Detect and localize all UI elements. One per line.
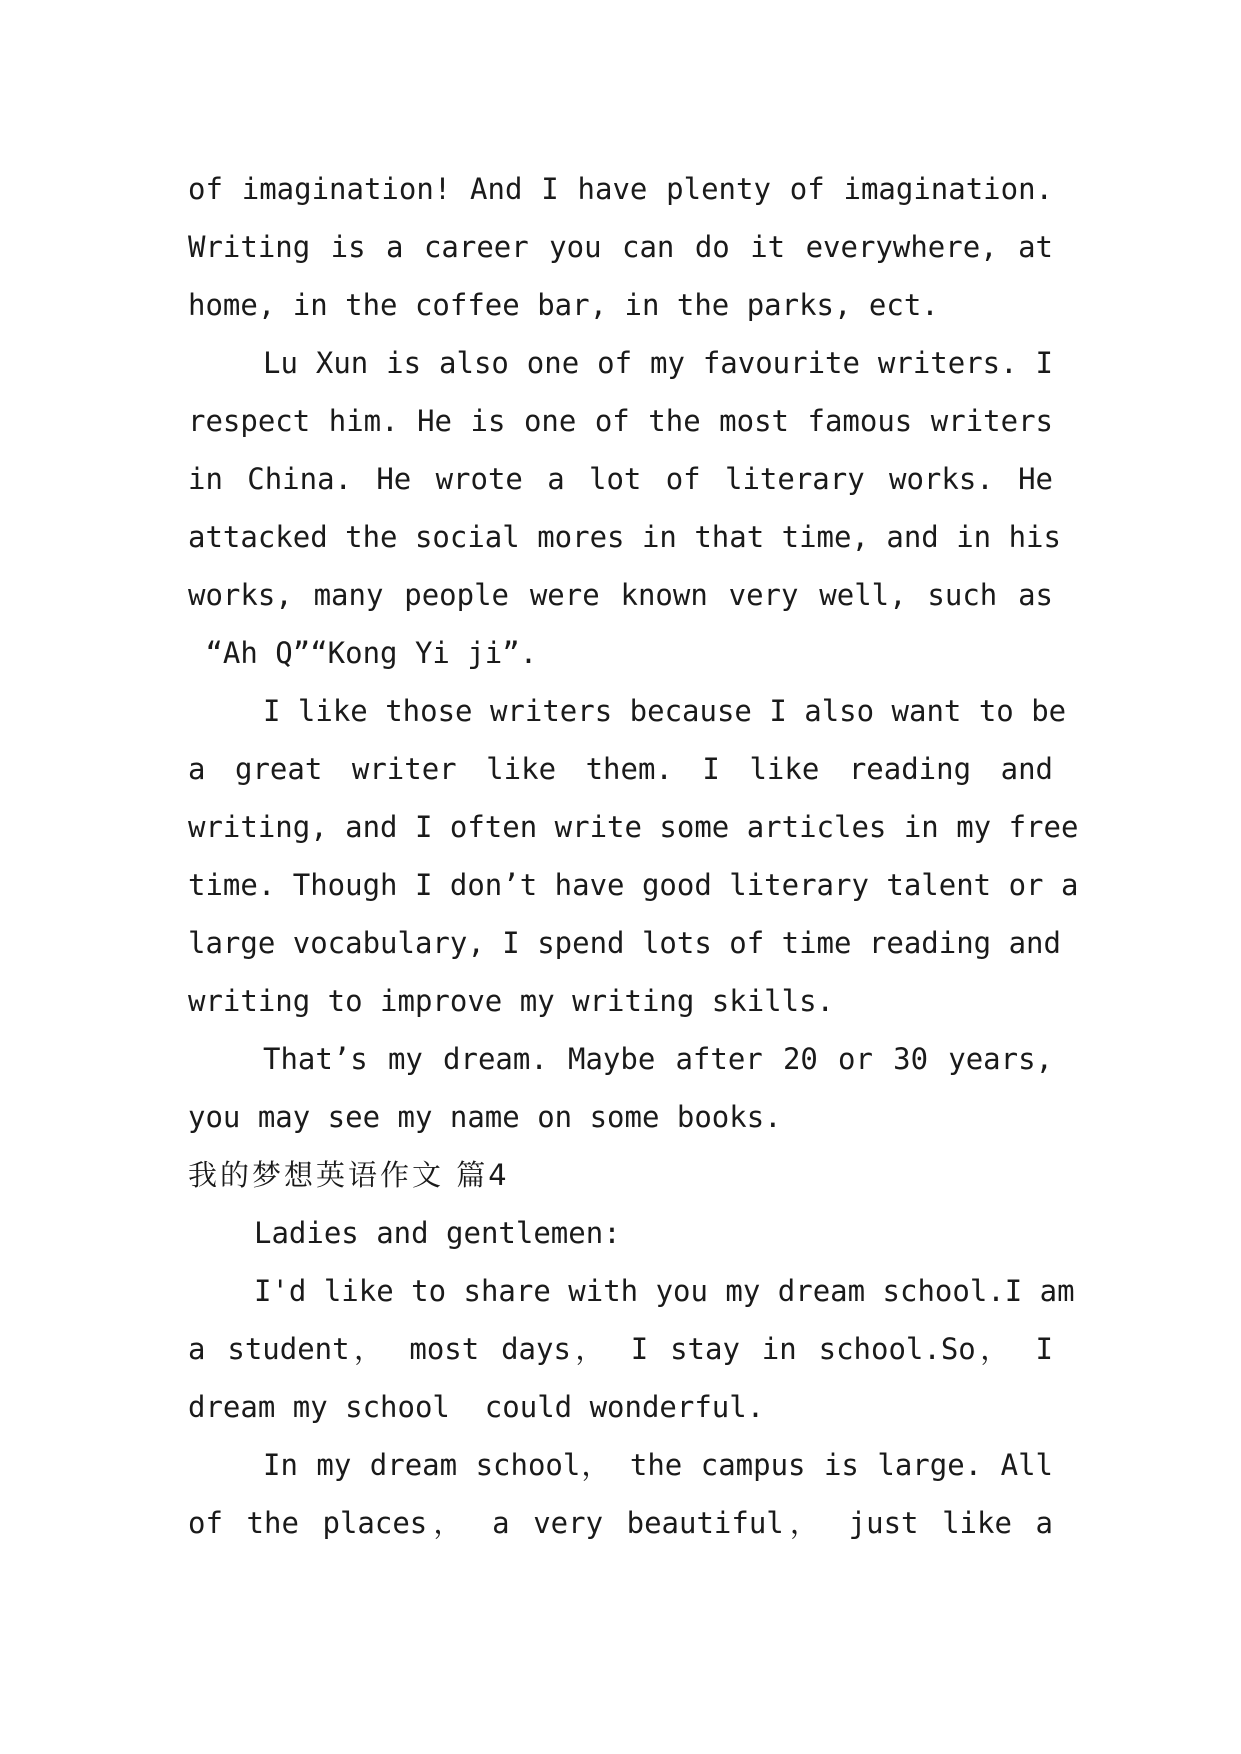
text-line: That’s my dream. Maybe after 20 or 30 years, [263,1042,1053,1076]
text-line: writing, and I often write some articles in my free [188,810,1079,844]
text-line: dream my school could wonderful. [188,1390,765,1424]
text-line: a great writer like them. I like reading and [188,752,1053,786]
text-line: respect him. He is one of the most famous writers [188,404,1053,438]
text-line: Lu Xun is also one of my favourite writers. I [263,346,1053,380]
text-line: of imagination! And I have plenty of imagination. [188,172,1053,206]
text-line: in China. He wrote a lot of literary works. He [188,462,1053,496]
text-line: Writing is a career you can do it everywhere, at [188,230,1053,264]
text-line: works, many people were known very well, such as [188,578,1053,612]
text-line: “Ah Q”“Kong Yi ji”. [188,636,538,670]
document-page [188,160,1079,1552]
text-line: I'd like to share with you my dream school.I am [254,1274,1075,1308]
text-line: home, in the coffee bar, in the parks, ect. [188,288,939,322]
text-line: I like those writers because I also want to be [263,694,1067,728]
text-line: time. Though I don’t have good literary talent or a [188,868,1079,902]
text-line: of the places， a very beautiful， just like a [188,1506,1053,1540]
paragraph-imagination [188,160,1053,334]
text-line: attacked the social mores in that time, and in his [188,520,1061,554]
paragraph-dream-school [188,1262,1075,1436]
text-line: In my dream school， the campus is large. All [263,1448,1053,1482]
paragraph-lu-xun [188,334,1061,682]
section-heading: 我的梦想英语作文 篇4 [188,1158,510,1192]
paragraph-campus [188,1436,1053,1552]
paragraph-dream [188,1030,1053,1146]
greeting: Ladies and gentlemen: [254,1216,621,1250]
text-line: a student， most days， I stay in school.So， I [188,1332,1053,1366]
text-line: you may see my name on some books. [188,1100,782,1134]
text-line: writing to improve my writing skills. [188,984,835,1018]
paragraph-writers [188,682,1079,1030]
text-line: large vocabulary, I spend lots of time reading and [188,926,1061,960]
